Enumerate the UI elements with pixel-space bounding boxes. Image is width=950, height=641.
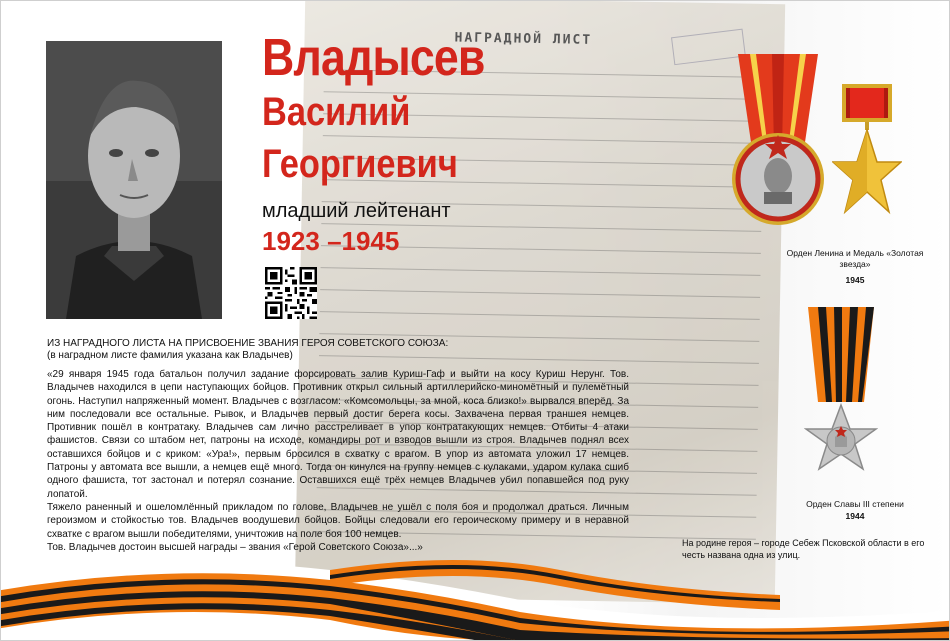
qr-code-icon[interactable] <box>265 267 317 319</box>
order-of-lenin-icon <box>728 54 828 234</box>
st-george-ribbon <box>0 540 950 641</box>
awards-caption-lenin-gold-star: Орден Ленина и Медаль «Золотая звезда» <box>786 248 924 269</box>
awards-caption-glory: Орден Славы III степени <box>806 499 904 509</box>
hero-given-name: Василий <box>262 90 411 134</box>
awards-year-1945: 1945 <box>845 275 865 285</box>
gold-star-medal-icon <box>832 82 902 222</box>
hero-life-years: 1923 –1945 <box>262 226 400 256</box>
hometown-note: На родине героя – городе Себеж Псковской области в его честь названа одна из улиц. <box>682 538 925 560</box>
citation-paragraph: «29 января 1945 года батальон получил задание форсировать залив Куриш-Гаф и выйти на косу Куриш Нерунг. Тов. Владычев находился в цепи наступающих бойцов. Противник открыл сильный артиллерийско-миномётный и пулемётный огонь. Наступил напряженный момент. Владычев с возгласом: «Комсомольцы, за мной, коса близко!» вырвался вперёд. За ним последовали все остальные. Рывок, и Владычев первый достиг берега косы. Захвачена первая траншея немцев. Противник пошёл в контратаку. Владычев сам лично расстреливает в упор контратакующих немцев. Отбиты 4 атаки фашистов. Связи со штабом нет, патроны на исходе, командиры рот и взводов вышли из строя. Владычев поднял всех оставшихся бойцов и с криком: «Ура!», первым бросился в схватку с врагом. В упор из автомата уложил 17 немцев. Патроны у автомата все вышли, а немцев ещё много. Тогда он кинулся на группу немцев с кулаками, ударом кулака сшиб одного фашиста, тот застонал и потерял сознание. Оставшихся ещё трёх немцев Владычев убил попавшейся под руку лопатой. <box>47 369 629 500</box>
hero-patronymic: Георгиевич <box>262 142 458 186</box>
awards-year-1944: 1944 <box>845 511 865 521</box>
order-of-glory-icon <box>804 307 878 497</box>
citation-text <box>47 368 629 554</box>
hero-rank: младший лейтенант <box>262 200 451 222</box>
hero-surname: Владысев <box>262 29 485 87</box>
citation-heading: ИЗ НАГРАДНОГО ЛИСТА НА ПРИСВОЕНИЕ ЗВАНИЯ ГЕРОЯ СОВЕТСКОГО СОЮЗА: <box>47 338 449 349</box>
award-sheet-title: НАГРАДНОЙ ЛИСТ <box>454 30 593 48</box>
hero-portrait-photo <box>46 41 222 319</box>
citation-paragraph: Тяжело раненный и ошеломлённый прикладом по голове, Владычев не ушёл с поля боя и продолжал драться. Личным героизмом и стойкостью тов. Владычев воодушевил бойцов. Бойцы следовали его героическому примеру и в неравной схватке с врагом вышли победителями, уничтожив на поле боя 100 немцев. <box>47 501 629 540</box>
citation-paragraph: Тов. Владычев достоин высшей награды – звания «Герой Советского Союза»...» <box>47 541 423 553</box>
citation-subheading: (в наградном листе фамилия указана как Владычев) <box>47 350 293 361</box>
